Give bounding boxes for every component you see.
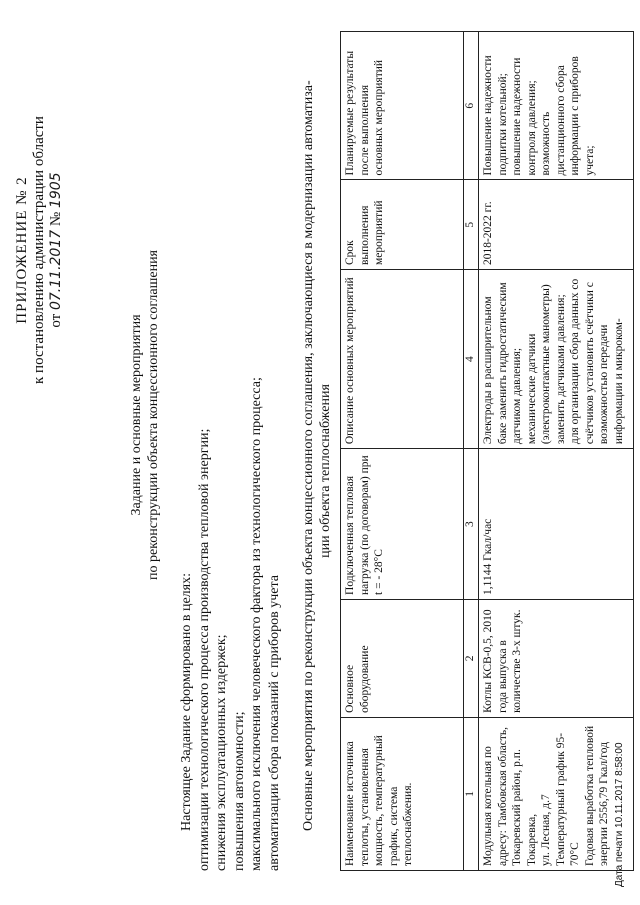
- measure-item: для организации сбора данных со счётчиков установить счётчики с возможностью передачи информации и микроком-: [569, 278, 625, 445]
- table-header-cell: Срок выполнения мероприятий: [341, 180, 464, 270]
- source-temperature-schedule: Температурный график 95-70°С: [554, 732, 581, 866]
- measures-heading: [300, 71, 334, 871]
- table-column-number: 1: [464, 717, 479, 870]
- appendix-header: [14, 35, 65, 465]
- table-cell-deadline: 2018-2022 гг.: [479, 180, 634, 270]
- table-cell-load: 1,1144 Гкал/час: [479, 449, 634, 600]
- table-header-row: [341, 32, 464, 871]
- goal-item: автоматизации сбора показаний с приборов учета: [266, 574, 282, 871]
- appendix-date-line: [48, 35, 65, 465]
- table-cell-measures: [479, 270, 634, 449]
- table-number-row: [464, 32, 479, 871]
- measures-line2: ции объекта теплоснабжения: [318, 384, 333, 558]
- goal-item: повышения автономности;: [231, 711, 247, 871]
- goal-item: максимального исключения человеческого фактора из технологического процесса;: [249, 377, 264, 871]
- table-row: [479, 32, 634, 871]
- appendix-title: ПРИЛОЖЕНИЕ № 2: [14, 176, 30, 324]
- source-annual-output: Годовая выработка тепловой энергии 2556,79 Гкал/год: [583, 725, 610, 866]
- table-column-number: 3: [464, 449, 479, 600]
- table-header-cell: Основное оборудование: [341, 599, 464, 717]
- goals-intro: Настоящее Задание сформировано в целях:: [179, 573, 194, 831]
- handwritten-date: 07.11.2017: [48, 229, 64, 311]
- result-item: Повышение надежности подпитки котельной;: [482, 55, 509, 176]
- measures-line1: Основные мероприятия по реконструкции объекта концессионного соглашения, заключающиеся в модернизации автоматиза-: [301, 80, 316, 831]
- table-header-cell: Подключенная тепловая нагрузка (по договорам) при t = - 28°С: [341, 449, 464, 600]
- table-column-number: 6: [464, 32, 479, 181]
- appendix-subtitle: к постановлению администрации области: [31, 116, 47, 384]
- measure-item: Электроды в расширительном баке заменить гидростатическим датчиком давления;: [482, 282, 523, 445]
- measures-table: [340, 31, 634, 871]
- number-prefix: №: [48, 211, 64, 227]
- table-column-number: 5: [464, 180, 479, 270]
- source-address: Модульная котельная по адресу: Тамбовская область, Токаревский район, р.п. Токаревка,: [482, 727, 538, 866]
- measure-item: механические датчики (электроконтактные манометры) заменить датчиками давления;: [525, 284, 567, 445]
- table-column-number: 4: [464, 270, 479, 449]
- task-title-line2: по реконструкции объекта концессионного соглашения: [146, 249, 161, 581]
- table-header-cell: Планируемые результаты после выполнения основных мероприятий: [341, 32, 464, 181]
- source-street: ул. Лесная, д.7: [540, 794, 552, 866]
- table-header-cell: Описание основных мероприятий: [341, 270, 464, 449]
- goal-item: оптимизации технологического процесса производства тепловой энергии;: [196, 428, 212, 871]
- table-cell-equipment: Котлы КСВ-0,5, 2010 года выпуска в количестве 3-х штук.: [479, 599, 634, 717]
- date-prefix: от: [48, 313, 64, 328]
- task-title-line1: Задание и основные мероприятия: [129, 314, 144, 516]
- table-cell-source: [479, 717, 634, 870]
- print-date: Дата печати 10.11.2017 8:58:00: [614, 742, 625, 887]
- handwritten-number: 1905: [48, 172, 64, 209]
- table-column-number: 2: [464, 599, 479, 717]
- table-header-cell: Наименование источника теплоты, установленная мощность, температурный график, система теплоснабжения.: [341, 717, 464, 870]
- result-item: возможность дистанционного сбора информации с приборов учета;: [540, 56, 596, 176]
- goals-list: [178, 71, 283, 871]
- result-item: повышение надежности контроля давления;: [511, 57, 538, 176]
- table-cell-results: [479, 32, 634, 181]
- goal-item: снижения эксплуатационных издержек;: [214, 634, 229, 871]
- task-title: [128, 105, 162, 725]
